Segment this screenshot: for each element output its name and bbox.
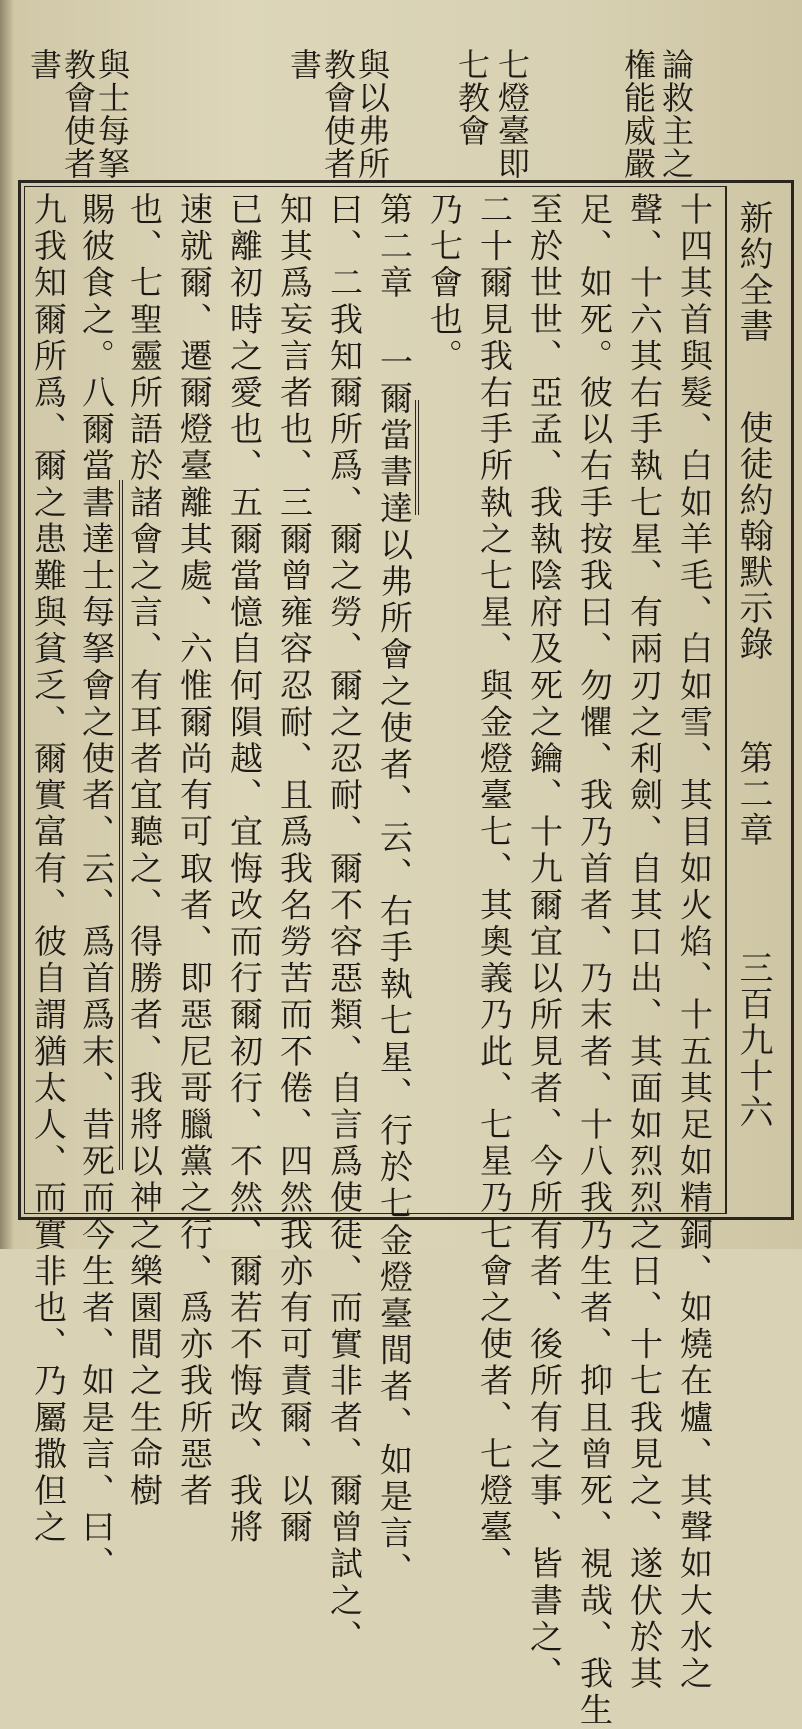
- section-divider: [119, 480, 123, 1170]
- book-title: 新約全書: [733, 200, 773, 344]
- text-column: 速就爾、遷爾燈臺離其處、六惟爾尚有可取者、即惡尼哥臘黨之行、爲亦我所惡者: [175, 192, 214, 1510]
- text-column: 賜彼食之。八爾當書達士每拏會之使者、云、爲首爲末、昔死而今生者、如是言、曰、: [77, 192, 116, 1583]
- page-number: 三百九十六: [733, 950, 773, 1130]
- chapter-label: 第二章: [733, 740, 773, 848]
- text-column: 已離初時之愛也、五爾當憶自何隕越、宜悔改而行爾初行、不然、爾若不悔改、我將: [225, 192, 264, 1547]
- top-note: 與以弗所: [353, 48, 391, 180]
- section-title: 使徒約翰默示錄: [733, 410, 773, 662]
- text-column: 也、七聖靈所語於諸會之言、有耳者宜聽之、得勝者、我將以神之樂園間之生命樹: [125, 192, 164, 1510]
- top-note: 論救主之: [657, 48, 695, 180]
- top-note: 教會使者: [319, 48, 357, 180]
- top-note: 七教會: [453, 48, 491, 147]
- section-divider: [415, 400, 419, 515]
- binding-shadow: [0, 0, 14, 1249]
- text-column: 二十爾見我右手所執之七星、與金燈臺七、其奧義乃此、七星乃七會之使者、七燈臺、: [475, 192, 514, 1583]
- top-note: 教會使者: [59, 48, 97, 180]
- header-divider: [726, 186, 727, 1214]
- top-note: 権能威嚴: [619, 48, 657, 180]
- top-note: 書: [25, 48, 63, 81]
- text-column: 曰、二我知爾所爲、爾之勞、爾之忍耐、爾不容惡類、自言爲使徒、而實非者、爾曾試之、: [325, 192, 364, 1656]
- text-column: 足、如死。彼以右手按我曰、勿懼、我乃首者、乃末者、十八我乃生者、抑且曾死、視哉、我生: [575, 192, 614, 1729]
- text-column: 聲、十六其右手執七星、有兩刃之利劍、自其口出、其面如烈烈之日、十七我見之、遂伏於其: [625, 192, 664, 1693]
- text-column: 至於世世、亞孟、我執陰府及死之鑰、十九爾宜以所見者、今所有者、後所有之事、皆書之、: [525, 192, 564, 1693]
- top-note: 七燈臺即: [493, 48, 531, 180]
- chapter-start-column: 第二章 一爾當書達以弗所會之使者、云、右手執七星、行於七金燈臺間者、如是言、: [375, 192, 414, 1589]
- text-column: 乃七會也。: [425, 192, 464, 375]
- text-column: 知其爲妄言者也、三爾曾雍容忍耐、且爲我名勞苦而不倦、四然我亦有可責爾、以爾: [275, 192, 314, 1547]
- text-column: 九我知爾所爲、爾之患難與貧乏、爾實富有、彼自謂猶太人、而實非也、乃屬撒但之: [29, 192, 68, 1547]
- text-column: 十四其首與髮、白如羊毛、白如雪、其目如火焰、十五其足如精銅、如燒在爐、其聲如大水之: [675, 192, 714, 1693]
- top-note: 與士每拏: [93, 48, 131, 180]
- top-note: 書: [285, 48, 323, 81]
